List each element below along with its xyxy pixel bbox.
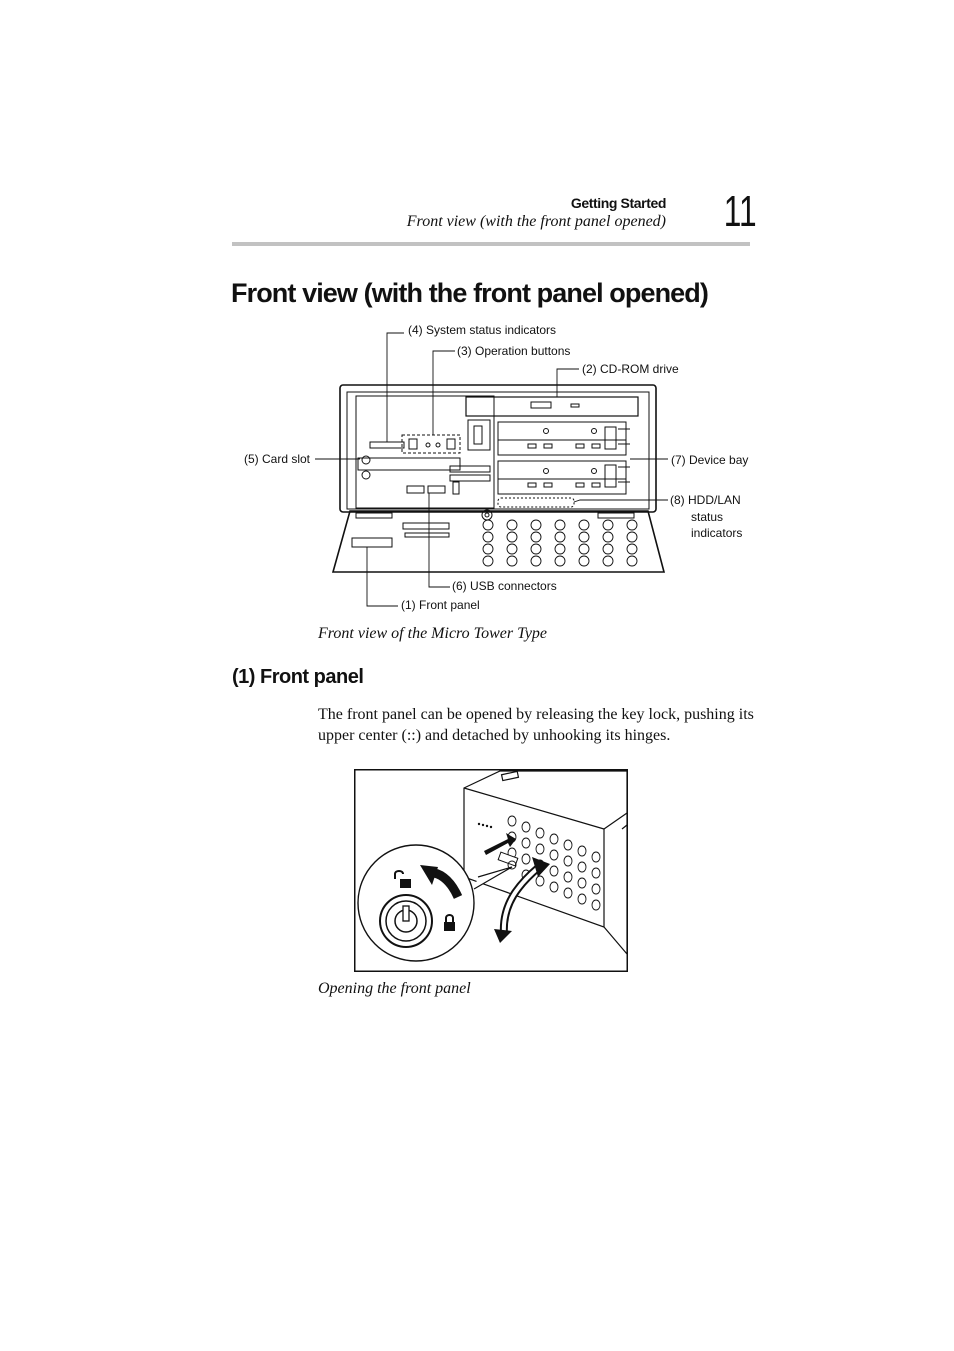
label-cdrom: (2) CD-ROM drive — [582, 362, 679, 376]
label-front-panel: (1) Front panel — [401, 598, 480, 612]
label-hdd-lan-line1: (8) HDD/LAN — [670, 493, 741, 507]
front-view-diagram — [0, 0, 954, 660]
figure-caption-front-view: Front view of the Micro Tower Type — [318, 625, 548, 642]
body-paragraph: The front panel can be opened by releasing the key lock, pushing its upper center (::) and detached by unhooking its hinges. — [318, 706, 754, 744]
label-hdd-lan-line2: status — [691, 510, 724, 524]
figure-caption-opening-panel: Opening the front panel — [318, 980, 471, 997]
label-card-slot: (5) Card slot — [244, 452, 311, 466]
running-header-section: Getting Started — [570, 195, 666, 211]
page-number: 11 — [723, 187, 757, 236]
page-title: Front view (with the front panel opened) — [231, 278, 708, 308]
running-header-subsection: Front view (with the front panel opened) — [406, 213, 666, 230]
section-heading-front-panel: (1) Front panel — [232, 666, 364, 688]
label-hdd-lan-line3: indicators — [691, 526, 743, 540]
label-device-bay: (7) Device bay — [671, 453, 749, 467]
label-operation-buttons: (3) Operation buttons — [457, 344, 571, 358]
label-system-status: (4) System status indicators — [408, 323, 557, 337]
label-usb: (6) USB connectors — [452, 579, 557, 593]
opening-front-panel-illustration — [354, 769, 628, 972]
